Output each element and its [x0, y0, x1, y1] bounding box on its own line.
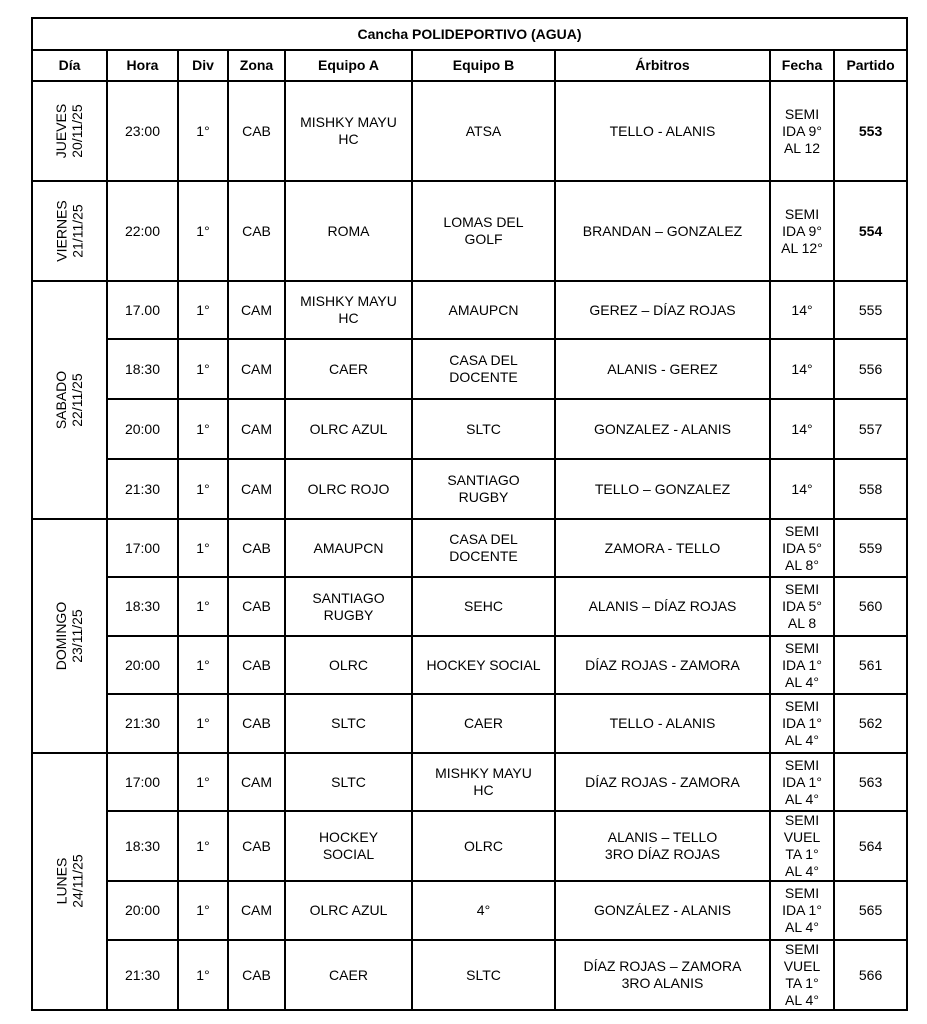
fecha-cell: SEMI VUEL TA 1° AL 4° — [770, 940, 834, 1010]
equipo-a-cell: OLRC — [285, 636, 412, 694]
day-label — [54, 200, 86, 261]
equipo-b-cell: 4° — [412, 881, 555, 940]
hora-cell: 21:30 — [107, 940, 178, 1010]
equipo-b-cell: ATSA — [412, 81, 555, 181]
equipo-a-cell: AMAUPCN — [285, 519, 412, 577]
equipo-b-cell: SLTC — [412, 940, 555, 1010]
day-label — [53, 370, 85, 428]
table-row — [32, 519, 907, 577]
arbitros-cell: BRANDAN – GONZALEZ — [555, 181, 770, 281]
equipo-b-cell: LOMAS DEL GOLF — [412, 181, 555, 281]
arbitros-cell: ZAMORA - TELLO — [555, 519, 770, 577]
equipo-a-cell: OLRC AZUL — [285, 399, 412, 459]
hora-cell: 20:00 — [107, 636, 178, 694]
equipo-b-cell: AMAUPCN — [412, 281, 555, 339]
day-date: 21/11/25 — [69, 203, 86, 258]
day-date: 23/11/25 — [69, 608, 86, 663]
header-fecha: Fecha — [770, 50, 834, 81]
header-equipo-a: Equipo A — [285, 50, 412, 81]
day-label — [54, 103, 86, 157]
div-cell: 1° — [178, 753, 228, 811]
equipo-b-cell: HOCKEY SOCIAL — [412, 636, 555, 694]
zona-cell: CAB — [228, 519, 285, 577]
day-name: VIERNES — [53, 199, 70, 262]
fecha-cell: 14° — [770, 399, 834, 459]
table-row — [32, 399, 907, 459]
partido-cell: 556 — [834, 339, 907, 399]
zona-cell: CAM — [228, 459, 285, 519]
table-row — [32, 694, 907, 753]
equipo-b-cell: CAER — [412, 694, 555, 753]
equipo-b-cell: MISHKY MAYU HC — [412, 753, 555, 811]
hora-cell: 17:00 — [107, 753, 178, 811]
partido-cell: 561 — [834, 636, 907, 694]
zona-cell: CAM — [228, 281, 285, 339]
header-equipo-b: Equipo B — [412, 50, 555, 81]
header-dia: Día — [32, 50, 107, 81]
partido-cell: 554 — [834, 181, 907, 281]
fecha-cell: 14° — [770, 339, 834, 399]
table-row — [32, 753, 907, 811]
hora-cell: 17:00 — [107, 519, 178, 577]
day-date: 22/11/25 — [69, 372, 86, 427]
arbitros-cell: ALANIS - GEREZ — [555, 339, 770, 399]
day-cell — [32, 181, 107, 281]
day-name: SABADO — [53, 370, 70, 429]
day-date: 24/11/25 — [69, 854, 86, 908]
fecha-cell: 14° — [770, 459, 834, 519]
arbitros-cell: TELLO – GONZALEZ — [555, 459, 770, 519]
table-row — [32, 281, 907, 339]
arbitros-cell: TELLO - ALANIS — [555, 694, 770, 753]
header-arbitros: Árbitros — [555, 50, 770, 81]
arbitros-cell: TELLO - ALANIS — [555, 81, 770, 181]
partido-cell: 563 — [834, 753, 907, 811]
zona-cell: CAB — [228, 636, 285, 694]
zona-cell: CAB — [228, 694, 285, 753]
fecha-cell: SEMI IDA 5° AL 8 — [770, 577, 834, 636]
partido-cell: 553 — [834, 81, 907, 181]
equipo-a-cell: SLTC — [285, 694, 412, 753]
table-row — [32, 459, 907, 519]
arbitros-cell: GONZALEZ - ALANIS — [555, 399, 770, 459]
partido-cell: 557 — [834, 399, 907, 459]
div-cell: 1° — [178, 940, 228, 1010]
header-zona: Zona — [228, 50, 285, 81]
table-row — [32, 181, 907, 281]
zona-cell: CAM — [228, 753, 285, 811]
equipo-a-cell: MISHKY MAYU HC — [285, 81, 412, 181]
arbitros-cell: DÍAZ ROJAS - ZAMORA — [555, 753, 770, 811]
zona-cell: CAB — [228, 81, 285, 181]
hora-cell: 18:30 — [107, 811, 178, 881]
hora-cell: 21:30 — [107, 459, 178, 519]
equipo-a-cell: SLTC — [285, 753, 412, 811]
arbitros-cell: DÍAZ ROJAS - ZAMORA — [555, 636, 770, 694]
equipo-b-cell: SEHC — [412, 577, 555, 636]
partido-cell: 560 — [834, 577, 907, 636]
partido-cell: 555 — [834, 281, 907, 339]
div-cell: 1° — [178, 399, 228, 459]
div-cell: 1° — [178, 339, 228, 399]
equipo-b-cell: CASA DEL DOCENTE — [412, 519, 555, 577]
fecha-cell: SEMI IDA 1° AL 4° — [770, 694, 834, 753]
day-name: LUNES — [53, 857, 70, 905]
equipo-b-cell: CASA DEL DOCENTE — [412, 339, 555, 399]
equipo-a-cell: CAER — [285, 940, 412, 1010]
div-cell: 1° — [178, 81, 228, 181]
equipo-b-cell: SLTC — [412, 399, 555, 459]
fecha-cell: SEMI IDA 9° AL 12° — [770, 181, 834, 281]
fecha-cell: SEMI IDA 1° AL 4° — [770, 881, 834, 940]
equipo-a-cell: ROMA — [285, 181, 412, 281]
day-label — [54, 854, 86, 907]
day-name: JUEVES — [53, 103, 70, 158]
div-cell: 1° — [178, 181, 228, 281]
div-cell: 1° — [178, 881, 228, 940]
div-cell: 1° — [178, 519, 228, 577]
header-div: Div — [178, 50, 228, 81]
table-row — [32, 811, 907, 881]
equipo-b-cell: OLRC — [412, 811, 555, 881]
table-row — [32, 881, 907, 940]
zona-cell: CAB — [228, 940, 285, 1010]
hora-cell: 17.00 — [107, 281, 178, 339]
table-row — [32, 339, 907, 399]
table-row — [32, 81, 907, 181]
partido-cell: 562 — [834, 694, 907, 753]
day-date: 20/11/25 — [69, 103, 86, 158]
day-cell — [32, 753, 107, 1010]
arbitros-cell: GONZÁLEZ - ALANIS — [555, 881, 770, 940]
div-cell: 1° — [178, 694, 228, 753]
hora-cell: 20:00 — [107, 881, 178, 940]
fecha-cell: SEMI VUEL TA 1° AL 4° — [770, 811, 834, 881]
header-partido: Partido — [834, 50, 907, 81]
div-cell: 1° — [178, 636, 228, 694]
fecha-cell: 14° — [770, 281, 834, 339]
equipo-a-cell: HOCKEY SOCIAL — [285, 811, 412, 881]
zona-cell: CAM — [228, 399, 285, 459]
div-cell: 1° — [178, 577, 228, 636]
hora-cell: 23:00 — [107, 81, 178, 181]
header-hora: Hora — [107, 50, 178, 81]
fecha-cell: SEMI IDA 9° AL 12 — [770, 81, 834, 181]
div-cell: 1° — [178, 459, 228, 519]
table-row — [32, 636, 907, 694]
header-row — [32, 50, 907, 81]
hora-cell: 18:30 — [107, 339, 178, 399]
zona-cell: CAB — [228, 811, 285, 881]
hora-cell: 18:30 — [107, 577, 178, 636]
day-label — [53, 601, 85, 669]
arbitros-cell: GEREZ – DÍAZ ROJAS — [555, 281, 770, 339]
hora-cell: 21:30 — [107, 694, 178, 753]
day-cell — [32, 81, 107, 181]
partido-cell: 564 — [834, 811, 907, 881]
equipo-a-cell: SANTIAGO RUGBY — [285, 577, 412, 636]
div-cell: 1° — [178, 281, 228, 339]
zona-cell: CAB — [228, 577, 285, 636]
partido-cell: 566 — [834, 940, 907, 1010]
arbitros-cell: ALANIS – TELLO 3RO DÍAZ ROJAS — [555, 811, 770, 881]
arbitros-cell: ALANIS – DÍAZ ROJAS — [555, 577, 770, 636]
fecha-cell: SEMI IDA 1° AL 4° — [770, 636, 834, 694]
day-cell — [32, 519, 107, 753]
fecha-cell: SEMI IDA 5° AL 8° — [770, 519, 834, 577]
day-cell — [32, 281, 107, 519]
equipo-b-cell: SANTIAGO RUGBY — [412, 459, 555, 519]
hora-cell: 20:00 — [107, 399, 178, 459]
zona-cell: CAM — [228, 339, 285, 399]
fecha-cell: SEMI IDA 1° AL 4° — [770, 753, 834, 811]
equipo-a-cell: OLRC ROJO — [285, 459, 412, 519]
arbitros-cell: DÍAZ ROJAS – ZAMORA 3RO ALANIS — [555, 940, 770, 1010]
day-name: DOMINGO — [53, 601, 70, 670]
equipo-a-cell: CAER — [285, 339, 412, 399]
zona-cell: CAM — [228, 881, 285, 940]
partido-cell: 565 — [834, 881, 907, 940]
equipo-a-cell: OLRC AZUL — [285, 881, 412, 940]
partido-cell: 558 — [834, 459, 907, 519]
table-row — [32, 940, 907, 1010]
equipo-a-cell: MISHKY MAYU HC — [285, 281, 412, 339]
zona-cell: CAB — [228, 181, 285, 281]
schedule-table — [31, 17, 908, 1011]
partido-cell: 559 — [834, 519, 907, 577]
hora-cell: 22:00 — [107, 181, 178, 281]
div-cell: 1° — [178, 811, 228, 881]
table-row — [32, 577, 907, 636]
table-title: Cancha POLIDEPORTIVO (AGUA) — [32, 18, 907, 50]
